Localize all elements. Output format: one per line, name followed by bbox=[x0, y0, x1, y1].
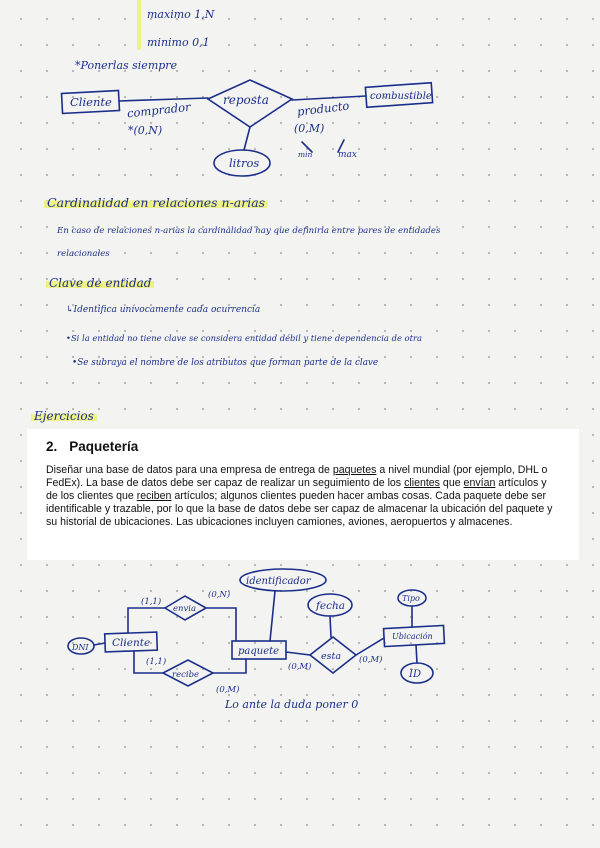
exercise-statement: Diseñar una base de datos para una empresa de entrega de paquetes a nivel mundial (por ejemplo, DHL o FedEx). La base de datos debe ser capaz de realizar un seguimiento de los clientes que envían artículos y de los clientes que reciben artículos; algunos clientes pueden hacer ambas cosas. Cada paquete debe ser identificable y trazable, por lo que la base de datos debe ser capaz de almacenar la ubicación del paquete y su historial de ubicaciones. Las ubicaciones incluyen camiones, aviones, aeropuertos y almacenes. bbox=[46, 464, 553, 529]
cardinality-right: (0,M) bbox=[294, 122, 325, 135]
er-diagram-reposta bbox=[0, 75, 600, 185]
cardinality-left: *(0,N) bbox=[128, 124, 163, 137]
label-envia: envia bbox=[173, 604, 197, 614]
label-recibe: recibe bbox=[172, 670, 200, 680]
cardinality-esta-ubicacion: (0,M) bbox=[359, 655, 383, 665]
label-cliente: Cliente bbox=[70, 95, 112, 109]
label-combustible: combustible bbox=[370, 91, 432, 102]
er-diagram-paqueteria bbox=[0, 565, 600, 720]
label-paquete: paquete bbox=[238, 646, 280, 657]
exercise-card bbox=[27, 429, 579, 560]
note-minimo: minimo 0,1 bbox=[147, 36, 210, 49]
label-ubicacion: Ubicación bbox=[392, 632, 433, 641]
label-esta: esta bbox=[321, 651, 341, 662]
label-tipo: Tipo bbox=[402, 594, 420, 603]
label-max: max bbox=[338, 150, 357, 160]
cardinality-envia-cliente: (1,1) bbox=[141, 597, 162, 607]
exercise-number: 2. bbox=[46, 439, 58, 454]
note-clave-2: •Si la entidad no tiene clave se considera entidad débil y tiene dependencia de otra bbox=[66, 333, 422, 343]
note-clave-3: •Se subraya el nombre de los atributos que forman parte de la clave bbox=[72, 358, 379, 368]
label-id: ID bbox=[409, 669, 421, 680]
cardinality-recibe-paquete: (0,M) bbox=[216, 685, 240, 695]
heading-ejercicios: Ejercicios bbox=[31, 410, 97, 422]
exercise-title-text: Paquetería bbox=[69, 439, 139, 454]
cardinality-esta-paquete: (0,M) bbox=[288, 662, 312, 672]
label-dni: DNI bbox=[72, 643, 89, 652]
note-maximo: maximo 1,N bbox=[147, 8, 215, 21]
label-fecha: fecha bbox=[316, 600, 346, 612]
heading-cardinalidad: Cardinalidad en relaciones n-arias bbox=[44, 197, 268, 210]
margin-bar bbox=[137, 0, 141, 50]
label-cliente: Cliente bbox=[112, 637, 151, 649]
label-litros: litros bbox=[229, 156, 260, 170]
role-comprador: comprador bbox=[126, 99, 192, 121]
note-ponerlas: *Ponerlas siempre bbox=[75, 59, 178, 72]
note-cardinalidad-2: relacionales bbox=[57, 249, 110, 259]
note-cardinalidad-1: En caso de relaciones n-arias la cardinalidad hay que definirla entre pares de entidades bbox=[57, 226, 441, 236]
footnote-duda: Lo ante la duda poner 0 bbox=[225, 698, 359, 711]
label-min: min bbox=[298, 150, 313, 159]
heading-clave: Clave de entidad bbox=[46, 277, 154, 289]
role-producto: producto bbox=[296, 98, 351, 119]
exercise-title bbox=[46, 439, 560, 454]
label-reposta: reposta bbox=[223, 93, 269, 107]
cardinality-recibe-cliente: (1,1) bbox=[146, 657, 167, 667]
cardinality-envia-paquete: (0,N) bbox=[208, 590, 231, 600]
note-clave-1: ↳Identifica unívocamente cada ocurrencia bbox=[66, 305, 261, 315]
label-identificador: identificador bbox=[246, 576, 311, 587]
